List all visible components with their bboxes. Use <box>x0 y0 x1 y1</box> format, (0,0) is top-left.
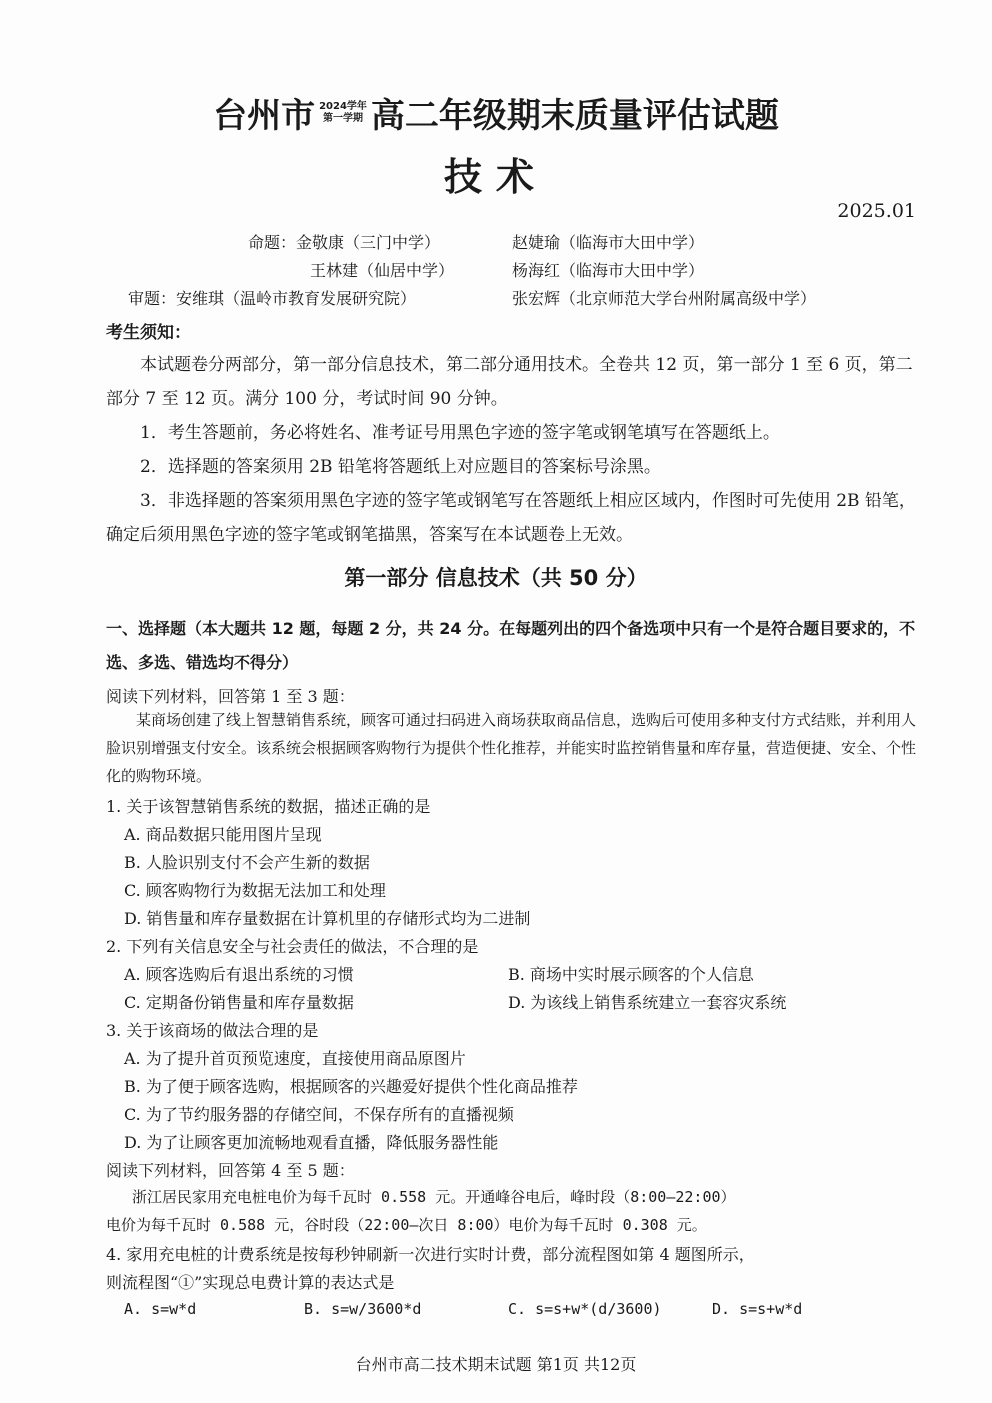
question-2-option-a: A. 顾客选购后有退出系统的习惯 <box>124 965 354 984</box>
setter-1: 金敬康（三门中学） <box>296 233 441 252</box>
question-3-option-b: B. 为了便于顾客选购，根据顾客的兴趣爱好提供个性化商品推荐 <box>124 1077 578 1096</box>
exam-title: 高二年级期末质量评估试题 <box>370 96 779 136</box>
question-3-option-d: D. 为了让顾客更加流畅地观看直播，降低服务器性能 <box>124 1133 499 1152</box>
question-2-option-d: D. 为该线上销售系统建立一套容灾系统 <box>508 993 787 1012</box>
question-4-option-c: C. s=s+w*(d/3600) <box>508 1300 662 1318</box>
setter-label: 命题： <box>248 233 297 252</box>
notice-item-3: 3．非选择题的答案须用黑色字迹的签字笔或钢笔写在答题纸上相应区域内，作图时可先使用 2B 铅笔，确定后须用黑色字迹的签字笔或钢笔描黑，答案写在本试题卷上无效。 <box>106 491 916 545</box>
question-4-option-b: B. s=w/3600*d <box>304 1300 422 1318</box>
author-line-1 <box>248 230 440 253</box>
material-2-line-1: 浙江居民家用充电桩电价为每千瓦时 0.558 元。开通峰谷电后，峰时段（8:00—22:00） <box>132 1188 736 1206</box>
subject-title: 技术 <box>443 155 548 199</box>
choice-heading: 一、选择题（本大题共 12 题，每题 2 分，共 24 分。在每题列出的四个备选项中只有一个是符合题目要求的，不选、多选、错选均不得分） <box>106 619 916 672</box>
question-3-stem: 3. 关于该商场的做法合理的是 <box>106 1021 319 1040</box>
notice-item-1: 1．考生答题前，务必将姓名、准考证号用黑色字迹的签字笔或钢笔填写在答题纸上。 <box>140 423 780 443</box>
question-3-option-a: A. 为了提升首页预览速度，直接使用商品原图片 <box>124 1049 466 1068</box>
question-2-stem: 2. 下列有关信息安全与社会责任的做法，不合理的是 <box>106 937 479 956</box>
question-2-option-b: B. 商场中实时展示顾客的个人信息 <box>508 965 754 984</box>
setter-3: 王林建（仙居中学） <box>310 261 455 280</box>
material-2-line-2: 电价为每千瓦时 0.588 元，谷时段（22:00—次日 8:00）电价为每千瓦时 0.308 元。 <box>106 1216 707 1234</box>
notice-heading: 考生须知： <box>106 323 191 343</box>
setter-4: 杨海红（临海市大田中学） <box>512 261 705 280</box>
question-3-option-c: C. 为了节约服务器的存储空间，不保存所有的直播视频 <box>124 1105 514 1124</box>
material-1: 某商场创建了线上智慧销售系统，顾客可通过扫码进入商场获取商品信息，选购后可使用多种支付方式结账，并利用人脸识别增强支付安全。该系统会根据顾客购物行为提供个性化推荐，并能实时监控销售量和库存量，营造便捷、安全、个性化的购物环境。 <box>106 711 917 785</box>
exam-title-row <box>0 88 992 137</box>
question-1-stem: 1. 关于该智慧销售系统的数据，描述正确的是 <box>106 797 431 816</box>
notice-item-2: 2．选择题的答案须用 2B 铅笔将答题纸上对应题目的答案标号涂黑。 <box>140 457 661 477</box>
page-footer: 台州市高二技术期末试题 第1页 共12页 <box>355 1355 637 1374</box>
reviewer-2: 张宏辉（北京师范大学台州附属高级中学） <box>512 289 817 308</box>
author-line-3 <box>128 286 416 309</box>
term-semester: 第一学期 <box>323 112 363 124</box>
question-1-option-a: A. 商品数据只能用图片呈现 <box>124 825 322 844</box>
reviewer-label: 审题： <box>128 289 177 308</box>
question-1-option-d: D. 销售量和库存量数据在计算机里的存储形式均为二进制 <box>124 909 531 928</box>
question-1-option-c: C. 顾客购物行为数据无法加工和处理 <box>124 881 386 900</box>
question-4-option-d: D. s=s+w*d <box>712 1300 803 1318</box>
question-4-stem-line-2: 则流程图“①”实现总电费计算的表达式是 <box>106 1273 395 1292</box>
setter-2: 赵婕瑜（临海市大田中学） <box>512 233 705 252</box>
exam-date: 2025.01 <box>837 200 916 222</box>
question-4-stem-line-1: 4. 家用充电桩的计费系统是按每秒钟刷新一次进行实时计费，部分流程图如第 4 题图所示， <box>106 1245 755 1264</box>
question-4-option-a: A. s=w*d <box>124 1300 197 1318</box>
read-instruction-2: 阅读下列材料，回答第 4 至 5 题： <box>106 1161 355 1180</box>
city-name: 台州市 <box>213 96 316 136</box>
reviewer-1: 安维琪（温岭市教育发展研究院） <box>176 289 417 308</box>
term-stack <box>319 101 367 125</box>
question-1-option-b: B. 人脸识别支付不会产生新的数据 <box>124 853 370 872</box>
read-instruction-1: 阅读下列材料，回答第 1 至 3 题： <box>106 687 355 706</box>
notice-intro: 本试题卷分两部分，第一部分信息技术，第二部分通用技术。全卷共 12 页，第一部分 1 至 6 页，第二部分 7 至 12 页。满分 100 分，考试时间 90 分钟。 <box>106 355 913 409</box>
term-year: 2024学年 <box>319 100 367 112</box>
question-2-option-c: C. 定期备份销售量和库存量数据 <box>124 993 354 1012</box>
section-title: 第一部分 信息技术（共 50 分） <box>344 566 648 590</box>
